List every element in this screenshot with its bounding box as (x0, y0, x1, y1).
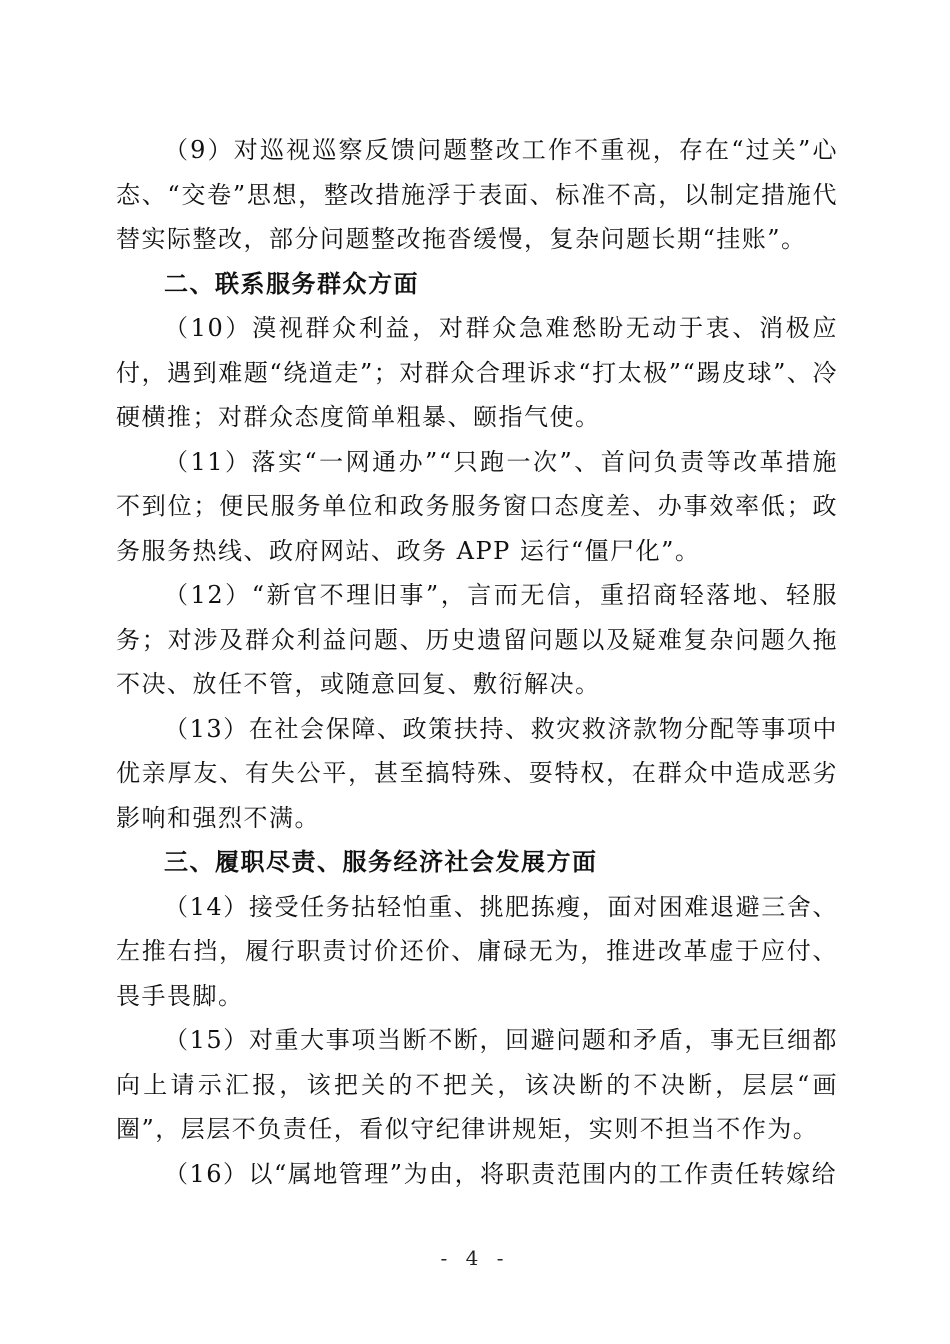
paragraph-item-11: （11）落实“一网通办”“只跑一次”、首问负责等改革措施不到位；便民服务单位和政务服务窗口态度差、办事效率低；政务服务热线、政府网站、政务 APP 运行“僵尸化”。 (116, 447, 838, 565)
paragraph-item-12: （12）“新官不理旧事”，言而无信，重招商轻落地、轻服务；对涉及群众利益问题、历史遗留问题以及疑难复杂问题久拖不决、放任不管，或随意回复、敷衍解决。 (116, 581, 838, 698)
paragraph-item-10: （10）漠视群众利益，对群众急难愁盼无动于衷、消极应付，遇到难题“绕道走”；对群众合理诉求“打太极”“踢皮球”、冷硬横推；对群众态度简单粗暴、颐指气使。 (116, 314, 838, 431)
document-body (116, 128, 838, 1196)
page-number: - 4 - (440, 1246, 510, 1270)
section-heading-2: 二、联系服务群众方面 (164, 269, 419, 298)
paragraph-item-14: （14）接受任务拈轻怕重、挑肥拣瘦，面对困难退避三舍、左推右挡，履行职责讨价还价、庸碌无为，推进改革虚于应付、畏手畏脚。 (116, 892, 838, 1010)
paragraph-item-15: （15）对重大事项当断不断，回避问题和矛盾，事无巨细都向上请示汇报，该把关的不把关，该决断的不决断，层层“画圈”，层层不负责任，看似守纪律讲规矩，实则不担当不作为。 (116, 1026, 838, 1143)
paragraph-item-16: （16）以“属地管理”为由，将职责范围内的工作责任转嫁给 (164, 1159, 838, 1188)
section-heading-3: 三、履职尽责、服务经济社会发展方面 (164, 848, 598, 876)
paragraph-item-13: （13）在社会保障、政策扶持、救灾救济款物分配等事项中优亲厚友、有失公平，甚至搞特殊、耍特权，在群众中造成恶劣影响和强烈不满。 (116, 714, 838, 832)
paragraph-item-9: （9）对巡视巡察反馈问题整改工作不重视，存在“过关”心态、“交卷”思想，整改措施浮于表面、标准不高，以制定措施代替实际整改，部分问题整改拖沓缓慢，复杂问题长期“挂账”。 (116, 136, 838, 253)
